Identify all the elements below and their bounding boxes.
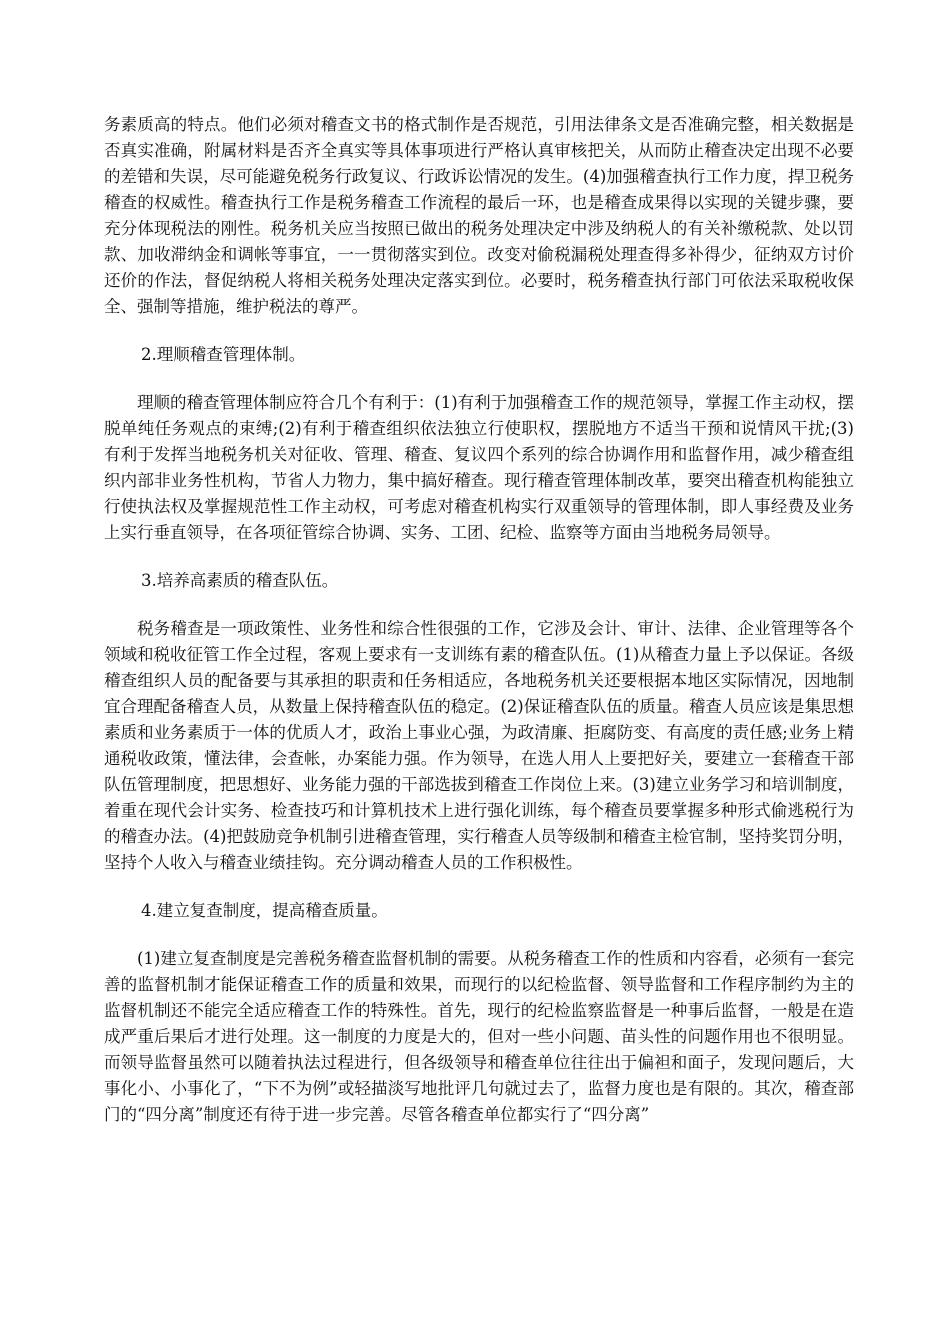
paragraph-review-system: (1)建立复查制度是完善税务稽查监督机制的需要。从税务稽查工作的性质和内容看，必须有一套完善的监督机制才能保证稽查工作的质量和效果，而现行的以纪检监督、领导监督和工作程序制约为主的监督机制还不能完全适应稽查工作的特殊性。首先，现行的纪检监察监督是一种事后监督，一般是在造成严重后果后才进行处理。这一制度的力度是大的，但对一些小问题、苗头性的问题作用也不很明显。而领导监督虽然可以随着执法过程进行，但各级领导和稽查单位往往出于偏袒和面子，发现问题后，大事化小、小事化了，“下不为例”或轻描淡写地批评几句就过去了，监督力度也是有限的。其次，稽查部门的“四分离”制度还有待于进一步完善。尽管各稽查单位都实行了“四分离”	[104, 949, 854, 1124]
paragraph-continuation: 务素质高的特点。他们必须对稽查文书的格式制作是否规范，引用法律条文是否准确完整，相关数据是否真实准确，附属材料是否齐全真实等具体事项进行严格认真审核把关，从而防止稽查决定出现不必要的差错和失误，尽可能避免税务行政复议、行政诉讼情况的发生。(4)加强稽查执行工作力度，捍卫税务稽查的权威性。稽查执行工作是税务稽查工作流程的最后一环，也是稽查成果得以实现的关键步骤，要充分体现税法的刚性。税务机关应当按照已做出的税务处理决定中涉及纳税人的有关补缴税款、处以罚款、加收滞纳金和调帐等事宜，一一贯彻落实到位。改变对偷税漏税处理查得多补得少，征纳双方讨价还价的作法，督促纳税人将相关税务处理决定落实到位。必要时，税务稽查执行部门可依法采取税收保全、强制等措施，维护税法的尊严。	[104, 115, 854, 316]
section-heading-2: 2.理顺稽查管理体制。	[141, 345, 306, 364]
paragraph-management-system: 理顺的稽查管理体制应符合几个有利于：(1)有利于加强稽查工作的规范领导，掌握工作主动权，摆脱单纯任务观点的束缚;(2)有利于稽查组织依法独立行使职权，摆脱地方不适当干预和说情风干扰;(3)有利于发挥当地税务机关对征收、管理、稽查、复议四个系列的综合协调作用和监督作用，减少稽查组织内部非业务性机构，节省人力物力，集中搞好稽查。现行稽查管理体制改革，要突出稽查机构能独立行使执法权及掌握规范性工作主动权，可考虑对稽查机构实行双重领导的管理体制，即人事经费及业务上实行垂直领导，在各项征管综合协调、实务、工团、纪检、监察等方面由当地税务局领导。	[104, 393, 854, 542]
section-heading-3: 3.培养高素质的稽查队伍。	[141, 571, 339, 590]
section-heading-4: 4.建立复查制度，提高稽查质量。	[141, 901, 388, 920]
paragraph-audit-team: 税务稽查是一项政策性、业务性和综合性很强的工作，它涉及会计、审计、法律、企业管理等各个领域和税收征管工作全过程，客观上要求有一支训练有素的稽查队伍。(1)从稽查力量上予以保证。各级稽查组织人员的配备要与其承担的职责和任务相适应，各地税务机关还要根据本地区实际情况，因地制宜合理配备稽查人员，从数量上保持稽查队伍的稳定。(2)保证稽查队伍的质量。稽查人员应该是集思想素质和业务素质于一体的优质人才，政治上事业心强，为政清廉、拒腐防变、有高度的责任感;业务上精通税收政策，懂法律，会查帐，办案能力强。作为领导，在选人用人上要把好关，要建立一套稽查干部队伍管理制度，把思想好、业务能力强的干部选拔到稽查工作岗位上来。(3)建立业务学习和培训制度，着重在现代会计实务、检查技巧和计算机技术上进行强化训练，每个稽查员要掌握多种形式偷逃税行为的稽查办法。(4)把鼓励竞争机制引进稽查管理，实行稽查人员等级制和稽查主检官制，坚持奖罚分明，坚持个人收入与稽查业绩挂钩。充分调动稽查人员的工作积极性。	[104, 619, 854, 872]
